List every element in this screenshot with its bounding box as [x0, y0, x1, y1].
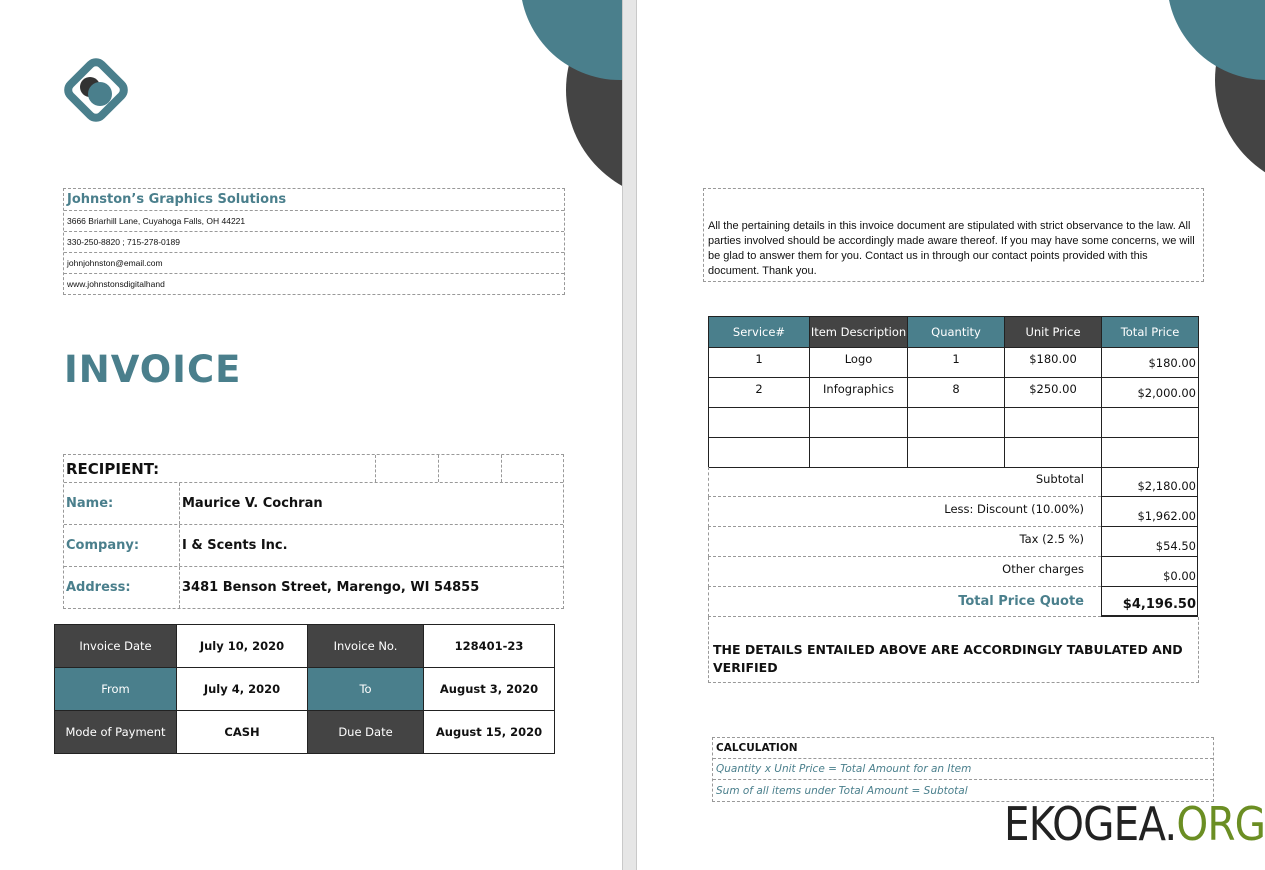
- calculation-line: Sum of all items under Total Amount = Subtotal: [716, 784, 968, 797]
- col-description-header: Item Description: [810, 317, 908, 348]
- item-unit-price: [1005, 438, 1102, 468]
- table-row: [709, 348, 1199, 378]
- recipient-name-label: Name:: [64, 483, 180, 524]
- invoice-details-table: [54, 624, 555, 754]
- recipient-address-value: 3481 Benson Street, Marengo, WI 54855: [182, 580, 480, 595]
- from-label: From: [55, 668, 177, 711]
- watermark: [1004, 797, 1265, 851]
- item-quantity: 1: [908, 348, 1005, 378]
- item-description: Logo: [810, 348, 908, 378]
- recipient-address-row: [64, 567, 563, 608]
- invoice-page-left: [0, 0, 622, 870]
- recipient-heading: RECIPIENT:: [64, 455, 376, 482]
- recipient-company-label: Company:: [64, 525, 180, 566]
- col-unit-price-header: Unit Price: [1005, 317, 1102, 348]
- item-service: [709, 438, 810, 468]
- item-service: 1: [709, 348, 810, 378]
- recipient-name-row: [64, 483, 563, 525]
- recipient-empty-cell: [502, 455, 563, 482]
- company-email: johnjohnston@email.com: [64, 253, 564, 274]
- table-row: [709, 378, 1199, 408]
- due-date-label: Due Date: [308, 711, 424, 754]
- item-service: 2: [709, 378, 810, 408]
- col-service-header: Service#: [709, 317, 810, 348]
- invoice-no-label: Invoice No.: [308, 625, 424, 668]
- recipient-company-value: I & Scents Inc.: [182, 538, 288, 553]
- other-charges-label: Other charges: [708, 557, 1101, 587]
- to-label: To: [308, 668, 424, 711]
- payment-mode-value: CASH: [177, 711, 308, 754]
- recipient-address-label: Address:: [64, 567, 180, 608]
- item-total-price: [1102, 438, 1199, 468]
- watermark-text-suffix: ORG: [1176, 797, 1265, 851]
- tax-label: Tax (2.5 %): [708, 527, 1101, 557]
- col-total-price-header: Total Price: [1102, 317, 1199, 348]
- calculation-box: [712, 737, 1214, 802]
- recipient-company-row: [64, 525, 563, 567]
- company-info-box: [63, 188, 565, 295]
- item-unit-price: $180.00: [1005, 348, 1102, 378]
- summary-block: [708, 467, 1198, 617]
- tax-value: $54.50: [1101, 527, 1198, 557]
- item-quantity: 8: [908, 378, 1005, 408]
- item-service: [709, 408, 810, 438]
- subtotal-row: [708, 467, 1198, 497]
- invoice-date-label: Invoice Date: [55, 625, 177, 668]
- col-quantity-header: Quantity: [908, 317, 1005, 348]
- due-date-value: August 15, 2020: [424, 711, 555, 754]
- from-value: July 4, 2020: [177, 668, 308, 711]
- table-row: [709, 408, 1199, 438]
- company-logo-icon: [62, 56, 130, 124]
- item-description: Infographics: [810, 378, 908, 408]
- watermark-text: EKOGEA.: [1004, 797, 1177, 851]
- payment-mode-label: Mode of Payment: [55, 711, 177, 754]
- subtotal-value: $2,180.00: [1101, 467, 1198, 497]
- verified-statement: THE DETAILS ENTAILED ABOVE ARE ACCORDINGLY TABULATED AND VERIFIED: [708, 617, 1199, 683]
- discount-row: [708, 497, 1198, 527]
- item-total-price: $2,000.00: [1102, 378, 1199, 408]
- discount-value: $1,962.00: [1101, 497, 1198, 527]
- recipient-name-value: Maurice V. Cochran: [182, 496, 323, 511]
- subtotal-label: Subtotal: [708, 467, 1101, 497]
- item-total-price: [1102, 408, 1199, 438]
- company-website: www.johnstonsdigitalhand: [67, 279, 165, 289]
- item-unit-price: [1005, 408, 1102, 438]
- items-table: [708, 316, 1199, 468]
- item-quantity: [908, 408, 1005, 438]
- table-row: [709, 438, 1199, 468]
- invoice-no-value: 128401-23: [424, 625, 555, 668]
- items-header-row: [709, 317, 1199, 348]
- item-description: [810, 408, 908, 438]
- calculation-heading: CALCULATION: [713, 738, 1213, 759]
- calculation-line: Quantity x Unit Price = Total Amount for an Item: [713, 759, 1213, 780]
- total-row: [708, 587, 1198, 617]
- terms-text: All the pertaining details in this invoice document are stipulated with strict observance to the law. All parties involved should be accordingly made aware thereof. If you may have some concerns, we will be glad to answer them for you. Contact us in through our contact points provided with this document. Thank you.: [703, 188, 1204, 282]
- page-gutter: [622, 0, 637, 870]
- item-quantity: [908, 438, 1005, 468]
- recipient-box: [63, 454, 564, 609]
- discount-label: Less: Discount (10.00%): [708, 497, 1101, 527]
- company-address: 3666 Briarhill Lane, Cuyahoga Falls, OH 44221: [64, 211, 564, 232]
- invoice-page-right: [637, 0, 1265, 870]
- total-value: $4,196.50: [1101, 587, 1198, 617]
- other-charges-value: $0.00: [1101, 557, 1198, 587]
- item-total-price: $180.00: [1102, 348, 1199, 378]
- recipient-empty-cell: [376, 455, 439, 482]
- total-label: Total Price Quote: [708, 587, 1101, 617]
- recipient-empty-cell: [439, 455, 502, 482]
- company-phones: 330-250-8820 ; 715-278-0189: [64, 232, 564, 253]
- other-charges-row: [708, 557, 1198, 587]
- invoice-date-value: July 10, 2020: [177, 625, 308, 668]
- to-value: August 3, 2020: [424, 668, 555, 711]
- item-unit-price: $250.00: [1005, 378, 1102, 408]
- company-name: Johnston’s Graphics Solutions: [64, 189, 564, 211]
- invoice-title: INVOICE: [64, 348, 242, 391]
- tax-row: [708, 527, 1198, 557]
- item-description: [810, 438, 908, 468]
